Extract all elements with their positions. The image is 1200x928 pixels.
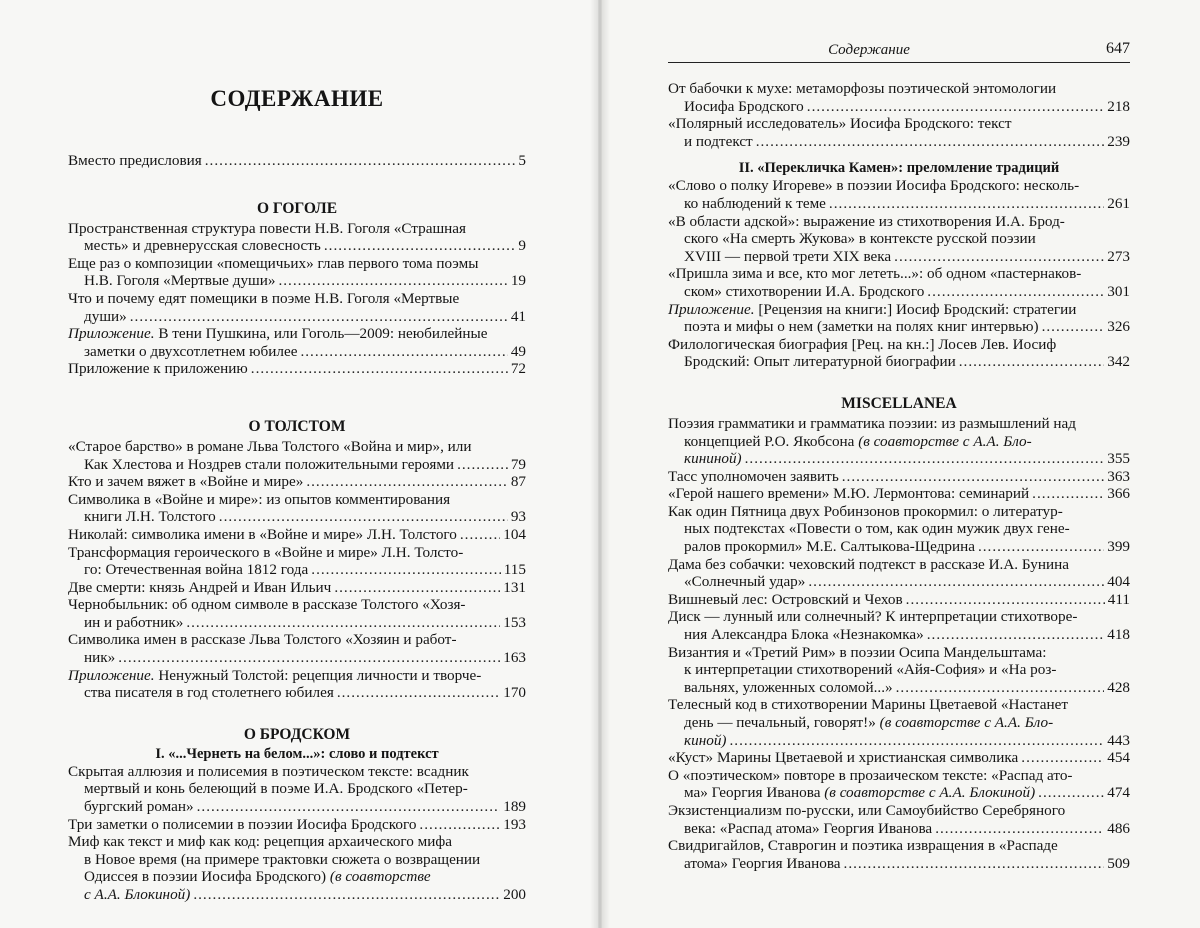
toc-entry[interactable]: Еще раз о композиции «помещичьих» глав первого тома поэмы Н.В. Гоголя «Мертвые души» ..... 19 (68, 255, 526, 290)
toc-entry[interactable]: Филологическая биография [Рец. на кн.:] Лосев Лев. Иосиф Бродский: Опыт литературной биографии ..... 342 (668, 336, 1130, 371)
toc-entry[interactable]: Телесный код в стихотворении Марины Цветаевой «Настанет день — печальный, говорят!» (в соавторстве с А.А. Бло- киной) ..... 443 (668, 696, 1130, 749)
toc-entry[interactable]: Две смерти: князь Андрей и Иван Ильич ..... 131 (68, 579, 526, 597)
running-head (668, 40, 1130, 63)
toc-entry[interactable]: «Пришла зима и все, кто мог лететь...»: об одном «пастернаков- ском» стихотворении И.А. Бродского ..... 301 (668, 265, 1130, 300)
left-page (0, 0, 598, 928)
toc-entry[interactable]: Как один Пятница двух Робинзонов прокормил: о литератур- ных подтекстах «Повести о том, как один мужик двух гене- ралов прокормил» М.Е. Салтыкова-Щедрина ..... 399 (668, 503, 1130, 556)
toc-entry[interactable]: Вишневый лес: Островский и Чехов ..... 411 (668, 591, 1130, 609)
left-toc-column (68, 84, 526, 904)
book-gutter (590, 0, 610, 928)
toc-entry[interactable]: Чернобыльник: об одном символе в рассказе Толстого «Хозя- ин и работник» ..... 153 (68, 596, 526, 631)
toc-entry[interactable]: «Куст» Марины Цветаевой и христианская символика ..... 454 (668, 749, 1130, 767)
toc-entry[interactable]: Символика имен в рассказе Льва Толстого «Хозяин и работ- ник» ..... 163 (68, 631, 526, 666)
toc-entry-appendix[interactable]: Приложение. [Рецензия на книги:] Иосиф Бродский: стратегии поэта и мифы о нем (заметки на полях книг интервью) ..... 326 (668, 301, 1130, 336)
subsection-heading: II. «Перекличка Камен»: преломление традиций (738, 160, 1060, 177)
section-heading-brodsky: О БРОДСКОМ (243, 725, 351, 743)
toc-entry[interactable]: Что и почему едят помещики в поэме Н.В. Гоголя «Мертвые души» ..... 41 (68, 290, 526, 325)
toc-entry[interactable]: Византия и «Третий Рим» в поэзии Осипа Мандельштама: к интерпретации стихотворений «Айя-София» и «На роз- вальнях, уложенных соломой...» ..... 428 (668, 644, 1130, 697)
toc-entry[interactable]: Символика в «Войне и мире»: из опытов комментирования книги Л.Н. Толстого ..... 93 (68, 491, 526, 526)
toc-entry[interactable]: «В области адской»: выражение из стихотворения И.А. Брод- ского «На смерть Жукова» в контексте русской поэзии XVIII — первой трети XIX века ..... 273 (668, 213, 1130, 266)
toc-entry[interactable]: Трансформация героического в «Войне и мире» Л.Н. Толсто- го: Отечественная война 1812 года ..... 115 (68, 544, 526, 579)
toc-entry-preface[interactable]: Вместо предисловия ..... 5 (68, 152, 526, 170)
toc-entry-appendix[interactable]: Приложение. Ненужный Толстой: рецепция личности и творче- ства писателя в год столетнего юбилея ..... 170 (68, 667, 526, 702)
toc-entry[interactable]: Пространственная структура повести Н.В. Гоголя «Страшная месть» и древнерусская словесность ..... 9 (68, 220, 526, 255)
toc-entry[interactable]: Экзистенциализм по-русски, или Самоубийство Серебряного века: «Распад атома» Георгия Иванова ..... 486 (668, 802, 1130, 837)
section-heading-miscellanea: MISCELLANEA (841, 394, 957, 412)
toc-entry[interactable]: О «поэтическом» повторе в прозаическом тексте: «Распад ато- ма» Георгия Иванова (в соавторстве с А.А. Блокиной) ..... 474 (668, 767, 1130, 802)
right-page (602, 0, 1200, 928)
toc-entry[interactable]: Диск — лунный или солнечный? К интерпретации стихотворе- ния Александра Блока «Незнакомка» ..... 418 (668, 608, 1130, 643)
toc-entry[interactable]: «Слово о полку Игореве» в поэзии Иосифа Бродского: несколь- ко наблюдений к теме ..... 261 (668, 177, 1130, 212)
toc-entry[interactable]: Дама без собачки: чеховский подтекст в рассказе И.А. Бунина «Солнечный удар» ..... 404 (668, 556, 1130, 591)
toc-entry[interactable]: Миф как текст и миф как код: рецепция архаического мифа в Новое время (на примере трактовки сюжета о возвращении Одиссея в поэзии Иосифа Бродского) (в соавторстве с А.А. Блокиной) ..... 200 (68, 833, 526, 903)
right-toc-column (668, 80, 1130, 872)
toc-entry[interactable]: Скрытая аллюзия и полисемия в поэтическом тексте: всадник мертвый и конь белеющий в поэме И.А. Бродского «Петер- бургский роман» ..... 189 (68, 763, 526, 816)
toc-entry[interactable]: Поэзия грамматики и грамматика поэзии: из размышлений над концепцией Р.О. Якобсона (в соавторстве с А.А. Бло- кининой) ..... 355 (668, 415, 1130, 468)
toc-entry[interactable]: Кто и зачем вяжет в «Войне и мире» ..... 87 (68, 473, 526, 491)
subsection-heading: I. «...Чернеть на белом...»: слово и подтекст (155, 745, 439, 762)
toc-entry[interactable]: Три заметки о полисемии в поэзии Иосифа Бродского ..... 193 (68, 816, 526, 834)
toc-entry[interactable]: «Герой нашего времени» М.Ю. Лермонтова: семинарий ..... 366 (668, 485, 1130, 503)
toc-entry[interactable]: От бабочки к мухе: метаморфозы поэтической энтомологии Иосифа Бродского ..... 218 (668, 80, 1130, 115)
toc-entry[interactable]: Николай: символика имени в «Войне и мире» Л.Н. Толстого ..... 104 (68, 526, 526, 544)
toc-entry[interactable]: Тасс уполномочен заявить ..... 363 (668, 468, 1130, 486)
section-heading-tolstoy: О ТОЛСТОМ (248, 417, 346, 435)
page-number: 647 (1106, 40, 1130, 57)
toc-entry[interactable]: Свидригайлов, Ставрогин и поэтика извращения в «Распаде атома» Георгия Иванова ..... 509 (668, 837, 1130, 872)
toc-title: СОДЕРЖАНИЕ (210, 86, 384, 111)
section-heading-gogol: О ГОГОЛЕ (256, 199, 338, 217)
toc-entry[interactable]: Приложение к приложению ..... 72 (68, 360, 526, 378)
toc-entry-appendix[interactable]: Приложение. В тени Пушкина, или Гоголь—2009: неюбилейные заметки о двухсотлетнем юбилее ..... 49 (68, 325, 526, 360)
running-head-title: Содержание (828, 42, 910, 58)
toc-entry[interactable]: «Полярный исследователь» Иосифа Бродского: текст и подтекст ..... 239 (668, 115, 1130, 150)
toc-entry[interactable]: «Старое барство» в романе Льва Толстого «Война и мир», или Как Хлестова и Ноздрев стали положительными героями ..... 79 (68, 438, 526, 473)
